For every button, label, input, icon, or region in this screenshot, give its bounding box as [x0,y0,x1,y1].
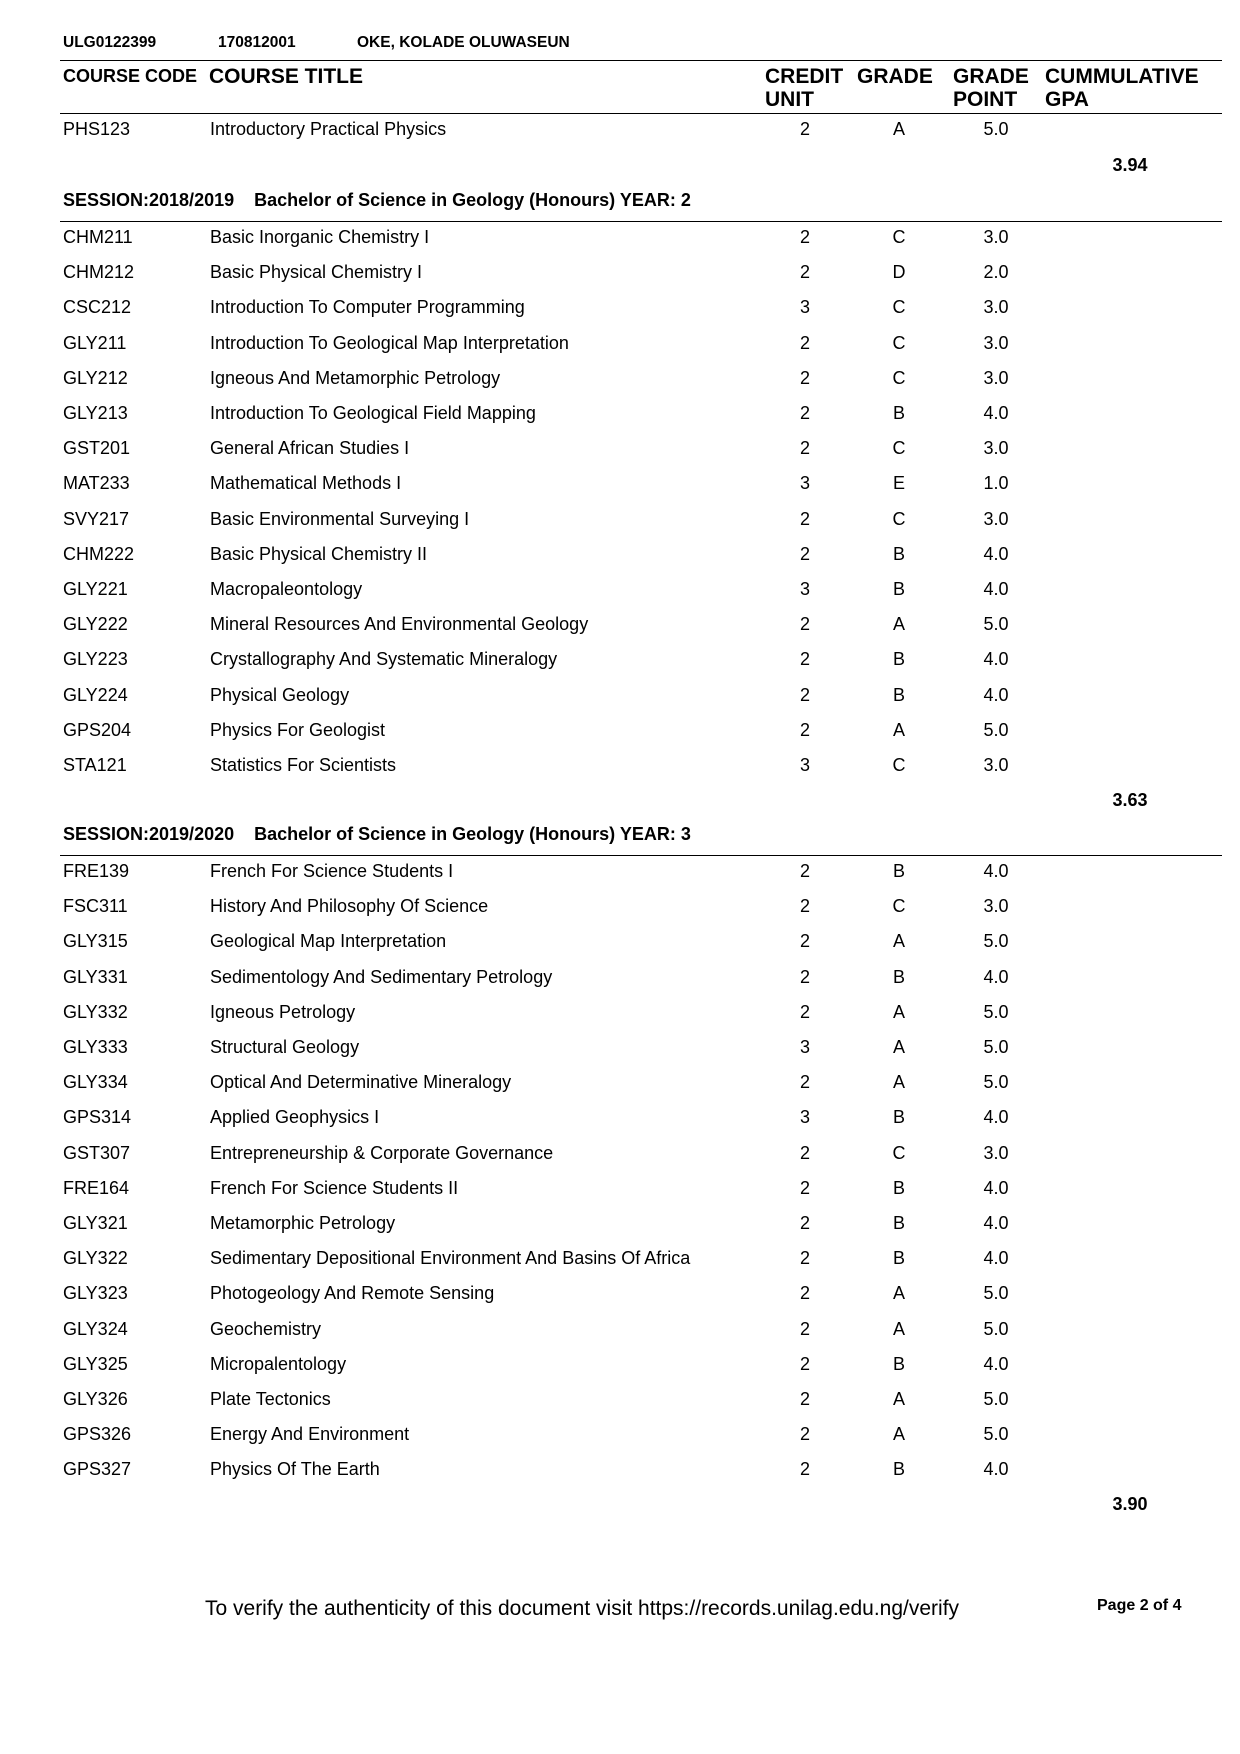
credit-unit: 2 [799,966,810,987]
grade: B [892,966,905,987]
grade: B [892,579,905,599]
table-row [0,579,1240,614]
grade: C [892,332,906,353]
course-code: GLY326 [63,1389,128,1409]
course-title: Sedimentology And Sedimentary Petrology [210,966,553,987]
grade: A [892,1283,905,1304]
course-title: Photogeology And Remote Sensing [210,1283,495,1304]
course-title: Sedimentary Depositional Environment And Basins Of Africa [210,1248,691,1269]
session-heading [63,824,691,845]
grade-point: 5.0 [983,1283,1009,1304]
verify-note: To verify the authenticity of this document visit https://records.unilag.edu.ng/verify [205,1597,960,1620]
course-code: GLY321 [63,1213,128,1233]
course-title: Metamorphic Petrology [210,1213,396,1233]
course-title: French For Science Students I [210,861,454,881]
column-header-credit-line2: UNIT [765,88,814,111]
grade: B [892,1459,905,1480]
course-title: Basic Physical Chemistry I [210,262,423,283]
grade: A [892,1389,905,1409]
course-code: GLY331 [63,966,128,987]
credit-unit: 3 [799,473,810,494]
credit-unit: 2 [799,1248,810,1269]
grade-point: 4.0 [983,861,1009,881]
grade: B [892,1177,905,1198]
course-title: Crystallography And Systematic Mineralogy [210,649,558,670]
course-code: GLY323 [63,1283,128,1304]
grade: D [892,262,906,283]
course-code: FRE164 [63,1177,130,1198]
course-title: Physics For Geologist [210,719,386,740]
column-header-credit-unit [765,65,843,111]
column-header-grade: GRADE [857,65,933,88]
grade-point: 4.0 [983,1459,1009,1480]
grade: B [892,684,905,705]
table-row [0,1319,1240,1354]
table-row [0,1424,1240,1459]
credit-unit: 2 [799,1389,810,1409]
course-code: GLY223 [63,649,128,670]
table-row [0,1178,1240,1213]
credit-unit: 2 [799,896,810,917]
course-title: Introduction To Computer Programming [210,297,525,318]
matric-number: ULG0122399 [63,34,157,51]
credit-unit: 2 [799,1459,810,1480]
table-row [0,1459,1240,1494]
course-title: Energy And Environment [210,1424,410,1445]
course-title: Entrepreneurship & Corporate Governance [210,1142,554,1163]
course-code: GLY221 [63,579,128,599]
grade-point: 1.0 [983,473,1009,494]
column-header-point-line2: POINT [953,88,1018,111]
header-bottom-rule [60,113,1222,114]
course-title: Introduction To Geological Map Interpretation [210,332,569,353]
course-title: Micropalentology [210,1353,347,1374]
course-code: GLY211 [63,332,127,353]
course-code: GLY332 [63,1001,128,1022]
column-header-grade-point [953,65,1029,111]
course-code: GLY333 [63,1037,128,1057]
grade-point: 4.0 [983,579,1009,599]
credit-unit: 2 [799,1001,810,1022]
id-number: 170812001 [218,34,296,51]
grade-point: 3.0 [983,297,1009,318]
grade-point: 3.0 [983,227,1009,247]
course-code: GLY334 [63,1072,128,1093]
grade-point: 5.0 [983,719,1009,740]
course-code: MAT233 [63,473,130,494]
grade-point: 3.0 [983,896,1009,917]
grade: A [892,1037,905,1057]
course-title: Macropaleontology [210,579,363,599]
course-code: CHM212 [63,262,135,283]
grade: B [892,403,905,423]
table-row [0,262,1240,297]
column-header-title: COURSE TITLE [209,65,364,88]
grade: E [892,473,905,494]
grade: B [892,1107,905,1128]
credit-unit: 3 [799,1107,810,1128]
table-row [0,227,1240,262]
credit-unit: 2 [799,1177,810,1198]
course-title: Mineral Resources And Environmental Geology [210,614,589,635]
grade-point: 2.0 [983,262,1009,283]
course-code: CHM222 [63,543,135,564]
grade: A [892,1318,905,1339]
grade-point: 5.0 [983,931,1009,952]
grade-point: 3.0 [983,755,1009,775]
credit-unit: 2 [799,1283,810,1304]
table-row [0,333,1240,368]
table-row [0,1213,1240,1248]
course-title: History And Philosophy Of Science [210,896,489,917]
course-code: GLY322 [63,1248,128,1269]
course-code: CSC212 [63,297,132,318]
session-label: SESSION:2018/2019 [63,190,235,210]
course-title: Geochemistry [210,1318,322,1339]
course-title: Plate Tectonics [210,1389,331,1409]
credit-unit: 2 [799,684,810,705]
credit-unit: 2 [799,227,810,247]
session-rule [60,855,1222,856]
session-rule [60,221,1222,222]
grade-point: 3.0 [983,367,1009,388]
grade: C [892,297,906,318]
table-row [0,896,1240,931]
grade: C [892,367,906,388]
credit-unit: 2 [799,931,810,952]
session-label: SESSION:2019/2020 [63,824,235,844]
course-title: General African Studies I [210,438,410,459]
course-code: GLY222 [63,614,128,635]
grade-point: 4.0 [983,543,1009,564]
grade-point: 5.0 [983,1072,1009,1093]
course-title: Basic Inorganic Chemistry I [210,227,430,247]
grade-point: 3.0 [983,1142,1009,1163]
course-title: Physics Of The Earth [210,1459,380,1480]
course-title: Applied Geophysics I [210,1107,380,1128]
table-row [0,720,1240,755]
course-code: GLY325 [63,1353,128,1374]
course-code: GLY315 [63,931,128,952]
course-title: Igneous And Metamorphic Petrology [210,367,501,388]
course-title: Basic Physical Chemistry II [210,543,428,564]
grade-point: 4.0 [983,649,1009,670]
credit-unit: 2 [799,367,810,388]
column-header-cgpa-line2: GPA [1045,88,1089,111]
course-title: Mathematical Methods I [210,473,402,494]
grade: B [892,1353,905,1374]
credit-unit: 2 [799,1353,810,1374]
header-top-rule [60,60,1222,61]
grade-point: 4.0 [983,1213,1009,1233]
grade: A [892,719,905,740]
grade-point: 3.0 [983,332,1009,353]
credit-unit: 2 [799,508,810,529]
grade: C [892,896,906,917]
page-number: Page 2 of 4 [1097,1597,1182,1614]
course-code: FRE139 [63,861,130,881]
credit-unit: 2 [799,1072,810,1093]
column-header-point-line1: GRADE [953,65,1029,88]
grade-point: 5.0 [983,1037,1009,1057]
grade-point: 5.0 [983,614,1009,635]
credit-unit: 2 [799,1213,810,1233]
credit-unit: 2 [799,543,810,564]
grade: A [892,614,905,635]
credit-unit: 2 [799,1142,810,1163]
course-title: Statistics For Scientists [210,755,397,775]
column-header-code: COURSE CODE [63,66,198,86]
table-row [0,1037,1240,1072]
grade: C [892,227,906,247]
table-row [0,297,1240,332]
grade: A [892,1424,905,1445]
table-row [0,438,1240,473]
grade: B [892,543,905,564]
table-row [0,473,1240,508]
grade-point: 4.0 [983,1107,1009,1128]
credit-unit: 2 [799,1318,810,1339]
grade-point: 4.0 [983,403,1009,423]
course-code: STA121 [63,755,127,775]
table-row [0,544,1240,579]
grade: A [892,931,905,952]
grade: C [892,1142,906,1163]
grade-point: 5.0 [983,119,1009,139]
course-code: GLY212 [63,367,128,388]
table-row [0,931,1240,966]
grade: C [892,755,906,775]
student-name: OKE, KOLADE OLUWASEUN [357,34,570,51]
course-code: FSC311 [63,896,128,917]
course-title: Introductory Practical Physics [210,119,447,139]
credit-unit: 3 [799,1037,810,1057]
course-code: CHM211 [63,227,133,247]
grade: C [892,438,906,459]
table-row [0,614,1240,649]
grade: A [892,1001,905,1022]
course-code: GPS204 [63,719,132,740]
table-row [0,755,1240,790]
grade-point: 5.0 [983,1389,1009,1409]
cumulative-gpa: 3.94 [1112,155,1148,175]
grade: B [892,649,905,670]
credit-unit: 2 [799,262,810,283]
course-title: Igneous Petrology [210,1001,356,1022]
table-row [0,861,1240,896]
grade: A [892,1072,905,1093]
grade: B [892,861,905,881]
table-row [0,649,1240,684]
course-code: GLY224 [63,684,128,705]
cumulative-gpa: 3.63 [1112,790,1148,810]
credit-unit: 2 [799,438,810,459]
grade-point: 5.0 [983,1001,1009,1022]
column-header-credit-line1: CREDIT [765,65,844,88]
grade: B [892,1213,905,1233]
table-row [0,1143,1240,1178]
credit-unit: 2 [799,332,810,353]
grade-point: 4.0 [983,966,1009,987]
table-row [0,1354,1240,1389]
credit-unit: 2 [799,649,810,670]
credit-unit: 2 [799,119,810,139]
grade-point: 5.0 [983,1318,1009,1339]
course-code: SVY217 [63,508,130,529]
programme-label: Bachelor of Science in Geology (Honours) YEAR: 2 [254,190,691,210]
table-row [0,1072,1240,1107]
table-row [0,967,1240,1002]
credit-unit: 2 [799,614,810,635]
credit-unit: 3 [799,579,810,599]
credit-unit: 3 [799,297,810,318]
course-title: French For Science Students II [210,1177,459,1198]
column-header-cumulative-gpa [1045,65,1199,111]
credit-unit: 2 [799,861,810,881]
course-title: Basic Environmental Surveying I [210,508,470,529]
course-code: PHS123 [63,119,131,139]
course-title: Introduction To Geological Field Mapping [210,403,536,423]
table-row [0,403,1240,438]
table-row [0,509,1240,544]
grade-point: 5.0 [983,1424,1009,1445]
cumulative-gpa: 3.90 [1112,1494,1148,1514]
table-row [0,1248,1240,1283]
table-row [0,1389,1240,1424]
credit-unit: 2 [799,403,810,423]
grade: A [892,119,905,139]
credit-unit: 2 [799,719,810,740]
credit-unit: 3 [799,755,810,775]
course-code: GPS326 [63,1424,132,1445]
table-row [0,685,1240,720]
grade: B [892,1248,905,1269]
course-title: Geological Map Interpretation [210,931,447,952]
grade: C [892,508,906,529]
table-row [0,119,1240,154]
course-code: GPS327 [63,1459,132,1480]
grade-point: 4.0 [983,1248,1009,1269]
course-code: GST307 [63,1142,131,1163]
course-code: GPS314 [63,1107,132,1128]
grade-point: 4.0 [983,684,1009,705]
credit-unit: 2 [799,1424,810,1445]
table-row [0,368,1240,403]
grade-point: 4.0 [983,1177,1009,1198]
table-row [0,1283,1240,1318]
table-row [0,1002,1240,1037]
course-code: GLY213 [63,403,128,423]
course-title: Physical Geology [210,684,350,705]
course-code: GLY324 [63,1318,128,1339]
course-code: GST201 [63,438,131,459]
course-title: Optical And Determinative Mineralogy [210,1072,512,1093]
programme-label: Bachelor of Science in Geology (Honours) YEAR: 3 [254,824,691,844]
grade-point: 3.0 [983,438,1009,459]
session-heading [63,190,691,211]
table-row [0,1107,1240,1142]
course-title: Structural Geology [210,1037,360,1057]
column-header-cgpa-line1: CUMMULATIVE [1045,65,1199,88]
grade-point: 3.0 [983,508,1009,529]
grade-point: 4.0 [983,1353,1009,1374]
